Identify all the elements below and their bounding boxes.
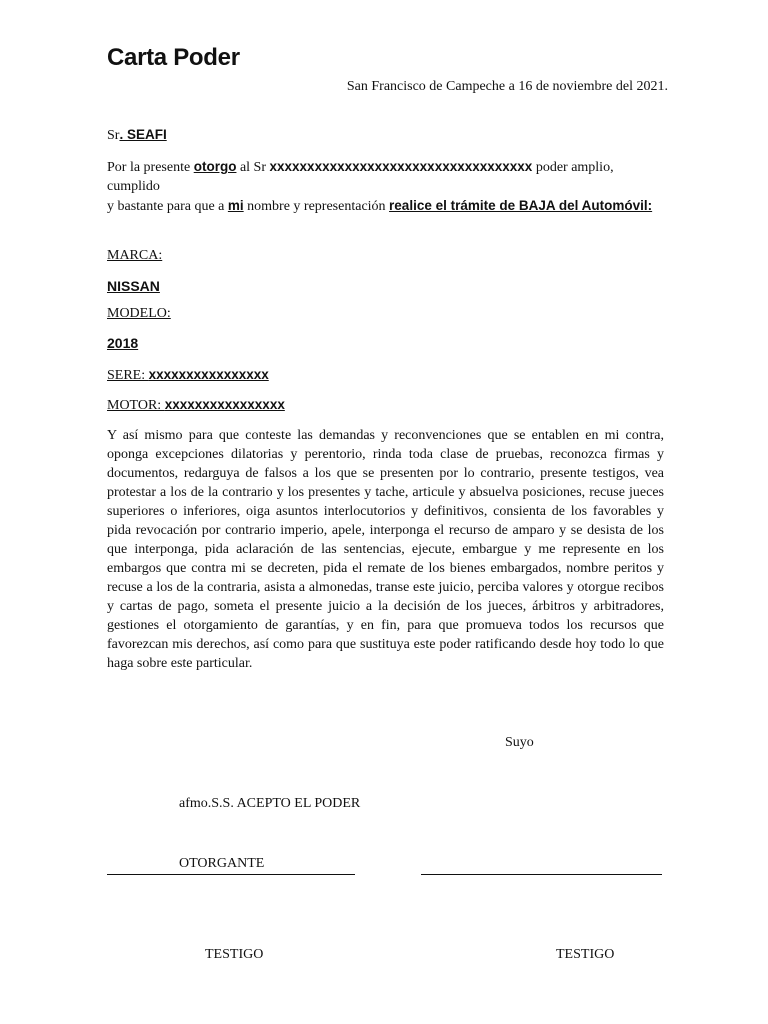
document-title: Carta Poder	[107, 44, 240, 71]
modelo-value: 2018	[107, 335, 139, 351]
salutation-name: . SEAFI	[119, 127, 167, 142]
motor-label: MOTOR:	[107, 398, 165, 413]
serie-value: xxxxxxxxxxxxxxxx	[148, 367, 269, 382]
modelo-label: MODELO:	[107, 306, 171, 321]
closing: Suyo	[505, 735, 534, 750]
intro-text-1: Por la presente	[107, 160, 194, 175]
intro-text-4: y bastante para que a	[107, 199, 228, 214]
intro-tramite: realice el trámite de BAJA del Automóvil:	[389, 198, 653, 213]
intro-text-3: poder amplio, cumplido	[107, 160, 614, 194]
salutation	[107, 127, 167, 144]
intro-mi: mi	[227, 198, 244, 213]
otorgante-signature-line	[107, 874, 355, 875]
intro-otorgo: otorgo	[193, 159, 237, 174]
salutation-prefix: Sr	[107, 128, 120, 143]
marca-value: NISSAN	[107, 278, 160, 294]
motor-row	[107, 397, 285, 414]
otorgante-label: OTORGANTE	[179, 856, 265, 871]
intro-text-2: al Sr	[236, 160, 270, 175]
intro-text-5: nombre y representación	[243, 199, 390, 214]
witness-left-label: TESTIGO	[205, 947, 264, 962]
intro-paragraph	[107, 157, 667, 216]
intro-placeholder-name: xxxxxxxxxxxxxxxxxxxxxxxxxxxxxxxxxxx	[269, 159, 533, 174]
marca-label: MARCA:	[107, 248, 163, 263]
witness-right-label: TESTIGO	[556, 947, 615, 962]
date-line: San Francisco de Campeche a 16 de noviembre del 2021.	[346, 79, 668, 94]
serie-row	[107, 367, 269, 384]
body-paragraph: Y así mismo para que conteste las demandas y reconvenciones que se entablen en mi contra, oponga excepciones dilatorias y perentorio, rinda toda clase de pruebas, reconozca firmas y documentos, redarguya de falsos a los que se presenten por lo contrario, presente testigos, vea protestar a los de la contrario y los presentes y tache, articule y absuelva posiciones, recuse jueces superiores o inferiores, oiga asuntos interlocutorios y definitivos, consienta de los favorables y pida revocación por contrario imperio, apele, interponga el recurso de amparo y se desista de los que interponga, pida aclaración de las sentencias, ejecute, embargue y me represente en los embargos que contra mi se decreten, pida el remate de los bienes embargados, nombre peritos y recuse a los de la contraria, asista a almonedas, transe este juicio, perciba valores y otorgue recibos y cartas de pago, someta el presente juicio a la decisión de los jueces, árbitros y arbitradores, gestiones el otorgamiento de garantías, y en fin, para que promueva todos los recursos que favorezcan mis derechos, así como para que sustituya este poder ratificando desde hoy todo lo que haga sobre este particular.	[107, 428, 664, 671]
accepting-signature-line	[421, 874, 662, 875]
serie-label: SERE:	[107, 368, 149, 383]
accept-line: afmo.S.S. ACEPTO EL PODER	[179, 796, 361, 811]
motor-value: xxxxxxxxxxxxxxxx	[164, 397, 285, 412]
